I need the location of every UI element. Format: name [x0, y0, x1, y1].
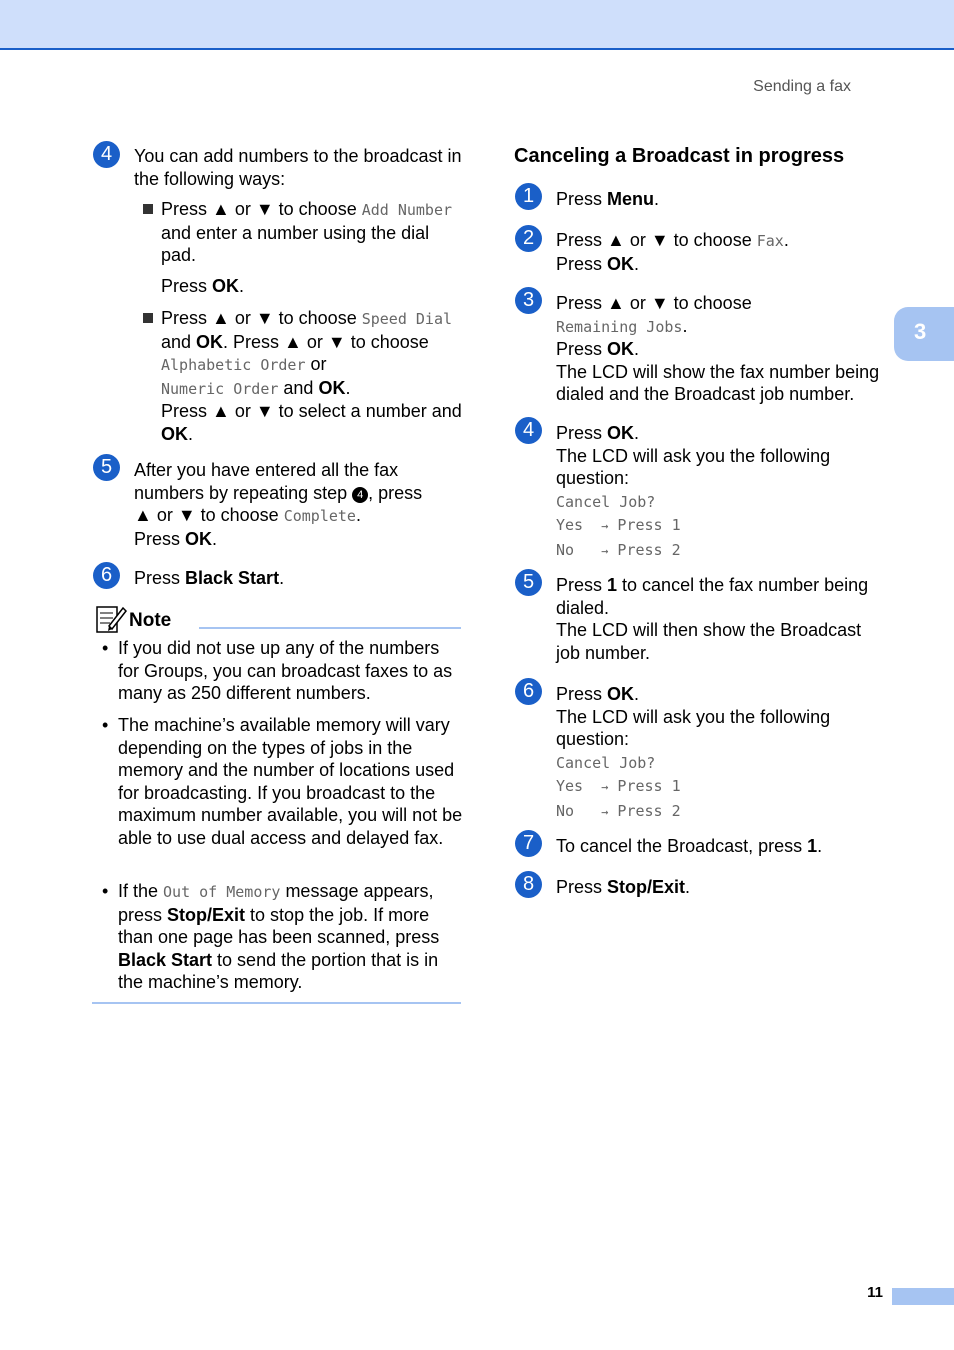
note-divider-bottom: [92, 1002, 461, 1004]
section-title: Canceling a Broadcast in progress: [514, 145, 845, 167]
opt2-or: or: [305, 354, 327, 374]
step-4-option-1: [161, 198, 466, 267]
step-4-text: You can add numbers to the broadcast in the following ways:: [134, 146, 462, 189]
cancel-step-4: [556, 422, 886, 562]
step-badge-3: 3: [515, 287, 542, 314]
s3-lcd: Remaining Jobs: [556, 317, 683, 336]
press-text: Press: [161, 276, 213, 296]
stop-exit-key: Stop/Exit: [607, 877, 686, 897]
opt1-text-a: Press ▲ or ▼ to choose: [161, 199, 362, 219]
cancel-step-2: [556, 229, 789, 275]
cancel-step-6: [556, 683, 886, 823]
note3-d: to send the portion that is in the machine’s memory.: [118, 949, 439, 992]
lcd-no: No: [556, 540, 602, 559]
step-badge-6: 6: [93, 562, 120, 589]
period: .: [634, 339, 640, 359]
key-1: 1: [607, 575, 618, 595]
step-4-option-2: [161, 307, 466, 445]
s3-text: Press ▲ or ▼ to choose: [556, 293, 752, 313]
s7-text: To cancel the Broadcast, press: [556, 836, 808, 856]
period: .: [188, 423, 194, 444]
press-text: Press: [556, 684, 608, 704]
cancel-step-7: [556, 835, 822, 858]
s5-text-a: Press: [556, 575, 608, 595]
period: .: [345, 377, 351, 398]
step-badge-2: 2: [515, 225, 542, 252]
press-text: Press: [556, 423, 608, 443]
press-text: Press: [556, 253, 608, 274]
ok-key: OK: [318, 377, 346, 398]
note-item-2-text: The machine’s available memory will vary depending on the types of jobs in the memory and the number of locations used for broadcasting. If you broadcast to the maximum number available, you will not be able to use dual access and delayed fax.: [118, 715, 463, 848]
bullet-square: [143, 204, 153, 214]
press-text: Press: [134, 528, 186, 549]
opt2-and2: and: [278, 377, 319, 398]
step5-line1: After you have entered all the fax: [134, 460, 399, 480]
opt2-lcd: Speed Dial: [361, 310, 453, 328]
period: .: [355, 505, 361, 525]
note3-lcd: Out of Memory: [163, 883, 281, 901]
note-item: [102, 880, 463, 994]
black-start-key: Black Start: [118, 949, 213, 970]
period: .: [682, 315, 688, 336]
ok-key: OK: [161, 423, 188, 444]
period: .: [634, 423, 640, 443]
step-badge-1: 1: [515, 183, 542, 210]
step-badge-4: 4: [515, 417, 542, 444]
step5-lcd: Complete: [283, 507, 356, 525]
step-badge-4: 4: [93, 141, 120, 168]
bullet-dot: •: [102, 881, 109, 901]
note3-a: If the: [118, 881, 164, 901]
s4-desc: The LCD will ask you the following question:: [556, 445, 831, 488]
period: .: [817, 836, 823, 856]
lcd-line-1: Cancel Job?: [556, 753, 656, 772]
press-text: Press: [556, 877, 608, 897]
cancel-step-1: [556, 188, 659, 211]
chapter-number: 3: [914, 319, 927, 344]
cancel-step-8: [556, 876, 690, 899]
lcd-press-2: Press 2: [608, 540, 681, 559]
note-divider-top: [199, 627, 461, 629]
running-header: Sending a fax: [753, 78, 851, 95]
ok-key: OK: [212, 276, 240, 296]
note-pencil-icon: [95, 604, 127, 634]
step-badge-8: 8: [515, 871, 542, 898]
step-4-option-1-press: [161, 275, 244, 298]
opt1-lcd: Add Number: [361, 201, 453, 219]
top-header-bar: [0, 0, 954, 50]
arrow-right-icon: →: [601, 519, 609, 533]
s2-lcd: Fax: [756, 232, 784, 250]
step-badge-5: 5: [93, 454, 120, 481]
s5-desc: The LCD will then show the Broadcast job number.: [556, 620, 862, 663]
period: .: [685, 877, 691, 897]
black-start-key: Black Start: [185, 568, 280, 588]
arrow-right-icon: →: [601, 804, 609, 819]
step-badge-5: 5: [515, 569, 542, 596]
note-title: Note: [129, 610, 172, 631]
step-badge-7: 7: [515, 830, 542, 857]
lcd-press-1: Press 1: [608, 777, 681, 795]
step5-line3a: ▲ or ▼ to choose: [134, 505, 284, 525]
lcd-line-2: [556, 516, 681, 534]
step5-line2b: , press: [368, 482, 423, 503]
opt2-select: Press ▲ or ▼ to select a number and: [161, 401, 462, 421]
arrow-right-icon: →: [601, 543, 609, 558]
cancel-step-5: [556, 574, 886, 664]
note-item: [102, 637, 463, 705]
opt2-text-a: Press ▲ or ▼ to choose: [161, 308, 362, 328]
ok-key: OK: [185, 528, 213, 549]
opt1-text-b: and enter a number using the dial pad.: [161, 222, 430, 265]
ok-key: OK: [607, 253, 635, 274]
ok-key: OK: [607, 423, 635, 443]
chapter-tab: [894, 307, 954, 361]
step-ref-badge: 4: [352, 487, 368, 503]
s3-desc: The LCD will show the fax number being dialed and the Broadcast job number.: [556, 361, 880, 404]
period: .: [783, 230, 789, 250]
period: .: [239, 276, 245, 296]
bullet-dot: •: [102, 638, 109, 658]
lcd-yes: Yes: [556, 516, 602, 534]
bullet-dot: •: [102, 715, 109, 735]
s2-text: Press ▲ or ▼ to choose: [556, 230, 757, 250]
key-1: 1: [807, 836, 818, 856]
s5-text-b: to cancel the fax number being dialed.: [556, 575, 869, 618]
period: .: [212, 528, 218, 549]
step-badge-6: 6: [515, 678, 542, 705]
period: .: [654, 189, 660, 209]
lcd-line-3: [556, 802, 681, 820]
step-6-text: [134, 567, 284, 590]
period: .: [279, 568, 285, 588]
period: .: [634, 253, 640, 274]
cancel-step-3: [556, 292, 886, 406]
opt2-press-choose: . Press ▲ or ▼ to choose: [223, 331, 429, 352]
note3-b: message appears, press: [118, 881, 434, 925]
ok-key: OK: [196, 331, 224, 352]
step-5-text: [134, 459, 464, 550]
opt2-and: and: [161, 331, 197, 352]
lcd-no: No: [556, 801, 602, 820]
ok-key: OK: [607, 339, 635, 359]
stop-exit-key: Stop/Exit: [167, 904, 246, 925]
lcd-yes: Yes: [556, 777, 602, 795]
ok-key: OK: [607, 684, 635, 704]
press-text: Press: [556, 339, 608, 359]
opt2-lcd-numeric: Numeric Order: [161, 379, 279, 398]
page-number-bar: [892, 1288, 954, 1305]
note-item-1-text: If you did not use up any of the numbers for Groups, you can broadcast faxes to as many as 250 different numbers.: [118, 638, 453, 703]
menu-key: Menu: [607, 189, 655, 209]
step5-line2a: numbers by repeating step: [134, 482, 353, 503]
note3-c: to stop the job. If more than one page has been scanned, press: [118, 904, 440, 947]
lcd-line-2: [556, 777, 681, 795]
press-text: Press: [134, 568, 186, 588]
period: .: [634, 684, 640, 704]
lcd-line-3: [556, 541, 681, 559]
note-item: [102, 714, 463, 849]
lcd-press-2: Press 2: [608, 801, 681, 820]
lcd-press-1: Press 1: [608, 516, 681, 534]
page-number: 11: [867, 1284, 883, 1301]
lcd-line-1: Cancel Job?: [556, 492, 656, 511]
bullet-square: [143, 313, 153, 323]
press-text: Press: [556, 189, 608, 209]
s6-desc: The LCD will ask you the following question:: [556, 706, 831, 749]
opt2-lcd-alpha: Alphabetic Order: [161, 356, 306, 374]
arrow-right-icon: →: [601, 780, 609, 794]
